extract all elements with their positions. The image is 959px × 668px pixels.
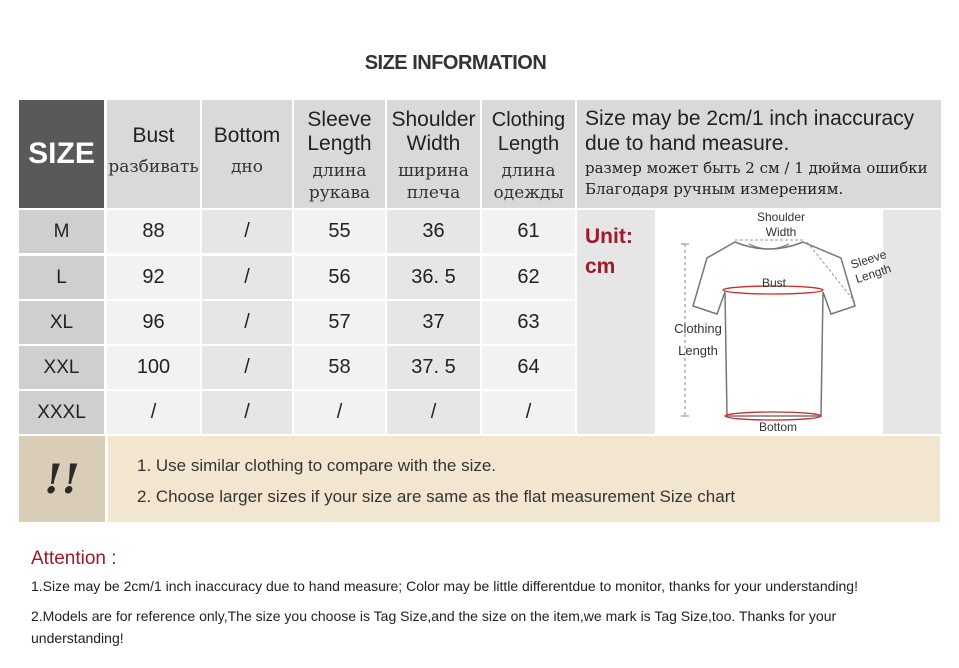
column-header-bust-ru: разбивать: [108, 157, 199, 177]
size-label: L: [19, 256, 104, 299]
cell-shoulder-width: 37: [387, 301, 480, 344]
cell-clothing-length: 63: [482, 301, 575, 344]
cell-clothing-length: /: [482, 391, 575, 434]
column-header-clothing-length-ru: длина одежды: [493, 161, 564, 203]
column-header-sleeve-length-en: Sleeve Length: [307, 108, 372, 155]
column-header-sleeve-length: [294, 100, 385, 208]
tip-2: 2. Choose larger sizes if your size are same as the flat measurement Size chart: [137, 487, 736, 506]
diagram-panel: [577, 210, 941, 434]
cell-sleeve-length: /: [294, 391, 385, 434]
unit-label: Unit:: [585, 225, 633, 248]
size-header: SIZE: [19, 100, 104, 208]
column-header-shoulder-width: [387, 100, 480, 208]
column-header-bottom: [202, 100, 292, 208]
column-header-bottom-en: Bottom: [213, 124, 281, 147]
attention-item-2: [31, 605, 911, 649]
column-header-clothing-length: [482, 100, 575, 208]
label-shoulder-width: Shoulder Width: [756, 210, 806, 239]
size-label: XXXL: [19, 391, 104, 434]
size-label: XL: [19, 301, 104, 344]
cell-shoulder-width: 37. 5: [387, 346, 480, 389]
label-bust: Bust: [761, 276, 786, 290]
tips-box: [108, 436, 940, 522]
column-header-bottom-ru: дно: [230, 157, 264, 177]
column-header-clothing-length-en: Clothing Length: [491, 109, 566, 155]
cell-bottom: /: [202, 301, 292, 344]
column-header-bust: [107, 100, 200, 208]
cell-shoulder-width: 36. 5: [387, 256, 480, 299]
column-header-shoulder-width-en: Shoulder Width: [391, 108, 476, 155]
column-header-shoulder-width-ru: ширина плеча: [398, 161, 469, 203]
column-header-bust-en: Bust: [132, 124, 175, 147]
inaccuracy-note: [577, 100, 941, 208]
inaccuracy-note-en: Size may be 2cm/1 inch inaccuracy due to hand measure.: [585, 107, 915, 155]
cell-bust: /: [107, 391, 200, 434]
cell-clothing-length: 61: [482, 210, 575, 253]
tip-1: 1. Use similar clothing to compare with the size.: [137, 456, 497, 475]
cell-bust: 100: [107, 346, 200, 389]
measurement-diagram: [655, 210, 893, 434]
cell-bottom: /: [202, 256, 292, 299]
double-exclamation-icon: !!: [44, 455, 80, 503]
cell-bottom: /: [202, 210, 292, 253]
cell-sleeve-length: 58: [294, 346, 385, 389]
cell-shoulder-width: /: [387, 391, 480, 434]
cell-bust: 96: [107, 301, 200, 344]
cell-bust: 88: [107, 210, 200, 253]
cell-bottom: /: [202, 346, 292, 389]
column-header-sleeve-length-ru: длина рукава: [308, 161, 371, 203]
attention-title: Attention :: [31, 548, 117, 569]
inaccuracy-note-ru-1: размер может быть 2 см / 1 дюйма ошибки: [585, 159, 928, 177]
cell-clothing-length: 64: [482, 346, 575, 389]
cell-sleeve-length: 56: [294, 256, 385, 299]
attention-item-2-text: 2.Models are for reference only,The size you choose is Tag Size,and the size on the item,we mark is Tag Size,too. Thanks for your understanding!: [31, 608, 837, 646]
cell-bottom: /: [202, 391, 292, 434]
page-title: SIZE INFORMATION: [364, 52, 547, 74]
label-clothing-length: Clothing Length: [674, 321, 722, 358]
unit-value: cm: [585, 255, 616, 278]
label-bottom: Bottom: [758, 420, 797, 434]
cell-clothing-length: 62: [482, 256, 575, 299]
cell-sleeve-length: 57: [294, 301, 385, 344]
cell-bust: 92: [107, 256, 200, 299]
inaccuracy-note-ru-2: Благодаря ручным измерениям.: [585, 180, 844, 198]
attention-item-1: 1.Size may be 2cm/1 inch inaccuracy due to hand measure; Color may be little differentdue to monitor, thanks for your understanding!: [31, 578, 858, 594]
size-label: M: [19, 210, 104, 253]
cell-sleeve-length: 55: [294, 210, 385, 253]
label-sleeve-length: Sleeve Length: [848, 247, 893, 286]
size-label: XXL: [19, 346, 104, 389]
tips-icon-box: [19, 436, 105, 522]
cell-shoulder-width: 36: [387, 210, 480, 253]
